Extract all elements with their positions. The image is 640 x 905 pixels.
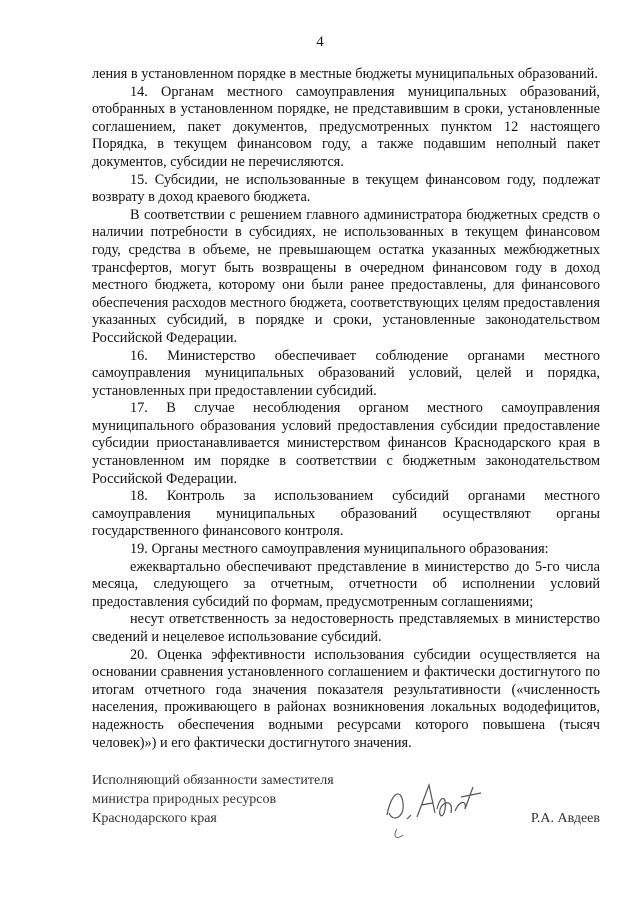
signatory-title-line: Краснодарского края	[92, 811, 217, 826]
paragraph-continuation: ления в установленном порядке в местные бюджеты муниципальных образований.	[92, 66, 598, 82]
paragraph-16: 16. Министерство обеспечивает соблюдение органами местного самоуправления муниципальных образований условий, целей и порядка, установленных при предоставлении субсидий.	[92, 347, 600, 399]
paragraph-18: 18. Контроль за использованием субсидий органами местного самоуправления муниципальных образований осуществляют органы государственного финансового контроля.	[92, 488, 600, 540]
signatory-title-line: Исполняющий обязанности заместителя	[92, 773, 334, 788]
paragraph-19-item-1: ежеквартально обеспечивают представление в министерство до 5-го числа месяца, следующего за отчетным, отчетности об исполнении условий предоставления субсидий по формам, предусмотренным соглашениями;	[92, 558, 600, 610]
paragraph-19: 19. Органы местного самоуправления муниципального образования:	[130, 541, 549, 558]
paragraph-20: 20. Оценка эффективности использования субсидии осуществляется на основании сравнения установленного соглашением и фактически достигнутого по итогам отчетного года значения показателя результативности («численность населения, проживающего в районах возникновения локальных вододефицитов, надежность обеспечения водными ресурсами которого повышена (тысяч человек)») и его фактически достигнутого значения.	[92, 646, 600, 751]
paragraph-15: 15. Субсидии, не использованные в текущем финансовом году, подлежат возврату в доход краевого бюджета.	[92, 171, 600, 206]
paragraph-17: 17. В случае несоблюдения органом местного самоуправления муниципального образования условий предоставления субсидии предоставление субсидии приостанавливается министерством финансов Краснодарского края в установленном им порядке в соответствии с бюджетным законодательством Российской Федерации.	[92, 400, 600, 487]
signature-block	[92, 771, 600, 861]
signatory-title-line: министра природных ресурсов	[92, 792, 277, 807]
paragraph-14: 14. Органам местного самоуправления муниципальных образований, отобранных в установленном порядке, не представившим в сроки, установленные соглашением, пакет документов, предусмотренных пунктом 12 настоящего Порядка, в текущем финансовом году, а также подавшим неполный пакет документов, субсидии не перечисляются.	[92, 83, 600, 170]
paragraph-19-item-2: несут ответственность за недостоверность представляемых в министерство сведений и нецелевое использование субсидий.	[92, 611, 600, 645]
document-body	[92, 66, 600, 752]
paragraph-15-detail: В соответствии с решением главного администратора бюджетных средств о наличии потребности в субсидиях, не использованных в текущем финансовом году, средства в объеме, не превышающем остатка указанных межбюджетных трансфертов, могут быть возвращены в очередном финансовом году в доход местного бюджета, которому они были ранее предоставлены, для финансового обеспечения расходов местного бюджета, соответствующих целям предоставления указанных субсидий, в порядке и сроки, установленные законодательством Российской Федерации.	[92, 206, 600, 346]
handwritten-signature-icon	[377, 763, 497, 843]
signatory-name: Р.А. Авдеев	[530, 811, 600, 826]
signatory-title	[92, 771, 334, 828]
page-number: 4	[316, 34, 324, 50]
